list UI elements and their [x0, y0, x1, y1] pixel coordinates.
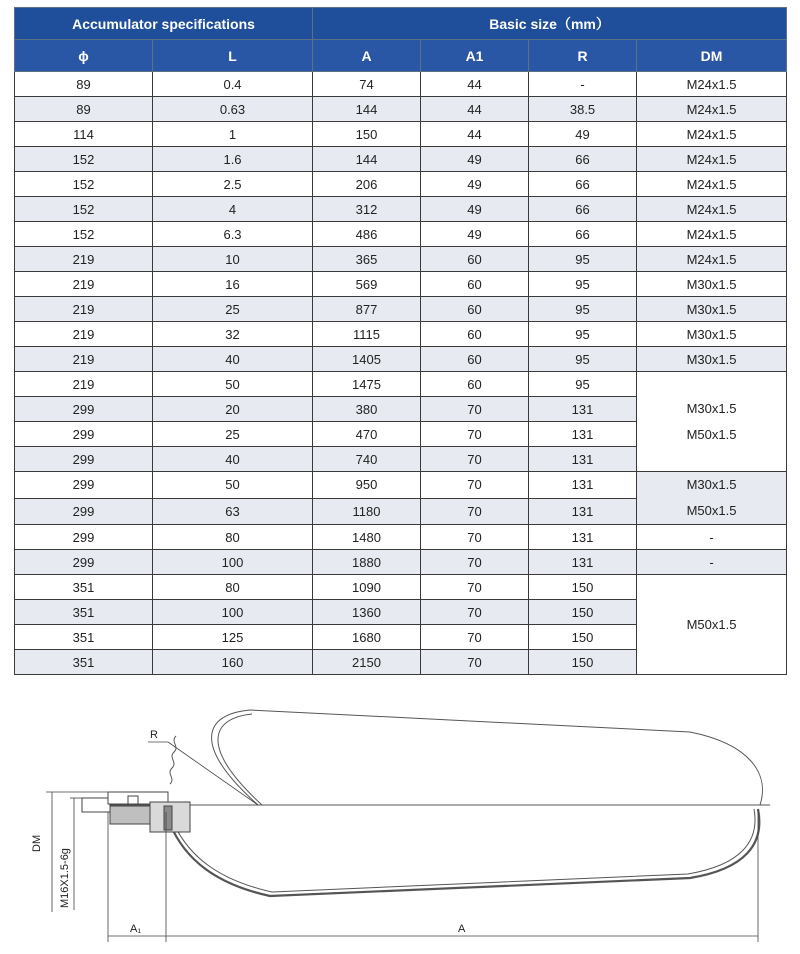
col-header-dm: DM: [637, 40, 787, 72]
table-cell: 32: [153, 322, 313, 347]
table-row: [15, 172, 787, 197]
table-cell: 1: [153, 122, 313, 147]
table-cell: 70: [421, 575, 529, 600]
table-cell: -: [529, 72, 637, 97]
table-cell: 470: [313, 422, 421, 447]
table-cell: 63: [153, 498, 313, 525]
header-basic-size: Basic size（mm）: [313, 8, 787, 40]
col-header-a: A: [313, 40, 421, 72]
table-cell: 144: [313, 147, 421, 172]
table-row: [15, 122, 787, 147]
table-cell: 74: [313, 72, 421, 97]
table-cell: 25: [153, 422, 313, 447]
table-cell: 1360: [313, 600, 421, 625]
table-row: [15, 472, 787, 499]
table-cell: 60: [421, 372, 529, 397]
table-cell: 150: [313, 122, 421, 147]
table-cell: 152: [15, 222, 153, 247]
table-cell-dm: -: [637, 550, 787, 575]
table-cell: 1680: [313, 625, 421, 650]
table-cell: 49: [421, 197, 529, 222]
table-cell: 206: [313, 172, 421, 197]
col-header-phi: ϕ: [15, 40, 153, 72]
table-cell: 95: [529, 322, 637, 347]
table-cell: 70: [421, 600, 529, 625]
table-cell: 152: [15, 197, 153, 222]
table-cell: 152: [15, 172, 153, 197]
table-cell: 740: [313, 447, 421, 472]
table-cell: 38.5: [529, 97, 637, 122]
col-header-r: R: [529, 40, 637, 72]
table-cell: 569: [313, 272, 421, 297]
table-cell: 219: [15, 272, 153, 297]
table-cell: 0.4: [153, 72, 313, 97]
dm-value: M50x1.5: [686, 503, 737, 518]
table-cell: 20: [153, 397, 313, 422]
dm-value: M30x1.5: [686, 400, 737, 416]
table-row: [15, 525, 787, 550]
dm-merged-cell: [637, 372, 787, 472]
table-cell: 70: [421, 397, 529, 422]
table-cell: 1.6: [153, 147, 313, 172]
table-cell: 1480: [313, 525, 421, 550]
table-cell: 95: [529, 347, 637, 372]
table-cell: 299: [15, 447, 153, 472]
dimension-lines: [46, 742, 758, 942]
table-row: [15, 197, 787, 222]
table-cell: 351: [15, 600, 153, 625]
table-cell: 66: [529, 222, 637, 247]
label-dm: DM: [31, 834, 43, 852]
table-cell: 312: [313, 197, 421, 222]
table-cell: 1115: [313, 322, 421, 347]
table-cell: 44: [421, 72, 529, 97]
table-cell: 219: [15, 322, 153, 347]
table-row: [15, 147, 787, 172]
valve-assembly: [82, 792, 190, 832]
table-cell: 70: [421, 525, 529, 550]
table-cell: 160: [153, 650, 313, 675]
label-a: A: [458, 923, 466, 935]
accumulator-drawing: [0, 684, 800, 954]
label-thread: M16X1.5-6g: [59, 848, 71, 908]
table-row: [15, 575, 787, 600]
table-cell: 144: [313, 97, 421, 122]
table-cell-dm: M30x1.5: [637, 272, 787, 297]
table-cell: 351: [15, 625, 153, 650]
table-cell: 70: [421, 447, 529, 472]
table-cell-dm: M24x1.5: [637, 72, 787, 97]
table-cell: 6.3: [153, 222, 313, 247]
table-cell: 365: [313, 247, 421, 272]
table-cell: 4: [153, 197, 313, 222]
table-cell: 125: [153, 625, 313, 650]
table-cell: 50: [153, 472, 313, 499]
table-cell-dm: M30x1.5: [637, 322, 787, 347]
table-cell: 299: [15, 472, 153, 499]
table-cell-dm: M24x1.5: [637, 97, 787, 122]
table-cell: 299: [15, 550, 153, 575]
table-cell: 1090: [313, 575, 421, 600]
col-header-a1: A1: [421, 40, 529, 72]
table-cell: 0.63: [153, 97, 313, 122]
table-cell: 60: [421, 272, 529, 297]
table-cell: 95: [529, 272, 637, 297]
table-cell: 100: [153, 550, 313, 575]
table-cell: 100: [153, 600, 313, 625]
table-cell: 66: [529, 172, 637, 197]
table-cell: 70: [421, 650, 529, 675]
table-cell: 16: [153, 272, 313, 297]
table-cell: 95: [529, 297, 637, 322]
table-cell: 152: [15, 147, 153, 172]
header-accumulator-specs: Accumulator specifications: [15, 8, 313, 40]
table-cell: 131: [529, 498, 637, 525]
table-cell: 10: [153, 247, 313, 272]
table-cell: 299: [15, 498, 153, 525]
table-row: [15, 97, 787, 122]
table-cell: 150: [529, 625, 637, 650]
table-cell: 131: [529, 422, 637, 447]
table-cell: 60: [421, 247, 529, 272]
table-cell: 486: [313, 222, 421, 247]
table-cell: 66: [529, 147, 637, 172]
label-a1: A₁: [130, 923, 142, 935]
dm-merged-cell: [637, 575, 787, 675]
table-cell-dm: M24x1.5: [637, 172, 787, 197]
table-cell: 1475: [313, 372, 421, 397]
table-row: [15, 322, 787, 347]
table-row: [15, 247, 787, 272]
table-cell: 877: [313, 297, 421, 322]
table-cell: 80: [153, 525, 313, 550]
table-cell-dm: M24x1.5: [637, 122, 787, 147]
table-cell: 2.5: [153, 172, 313, 197]
dm-value: M50x1.5: [686, 426, 737, 442]
table-cell: 299: [15, 422, 153, 447]
table-row: [15, 222, 787, 247]
table-cell: 60: [421, 322, 529, 347]
table-cell: 131: [529, 472, 637, 499]
table-row: [15, 297, 787, 322]
table-cell: 380: [313, 397, 421, 422]
dm-value: M50x1.5: [686, 616, 737, 632]
table-row: [15, 347, 787, 372]
table-cell: 70: [421, 422, 529, 447]
shell-outline: [100, 710, 770, 896]
table-cell: 49: [529, 122, 637, 147]
table-cell: 150: [529, 575, 637, 600]
table-cell: 1180: [313, 498, 421, 525]
table-cell: 49: [421, 147, 529, 172]
table-cell: 150: [529, 600, 637, 625]
table-cell: 49: [421, 222, 529, 247]
table-cell: 95: [529, 247, 637, 272]
table-cell: 131: [529, 550, 637, 575]
table-cell: 66: [529, 197, 637, 222]
table-cell: 131: [529, 397, 637, 422]
table-cell: 44: [421, 122, 529, 147]
table-cell: 44: [421, 97, 529, 122]
dm-merged-cell: [637, 472, 787, 525]
table-row: [15, 72, 787, 97]
table-cell-dm: M24x1.5: [637, 222, 787, 247]
table-cell: 2150: [313, 650, 421, 675]
table-cell: 150: [529, 650, 637, 675]
table-cell: 299: [15, 397, 153, 422]
table-cell: 70: [421, 498, 529, 525]
table-row: [15, 372, 787, 397]
table-cell: 131: [529, 447, 637, 472]
table-cell: 95: [529, 372, 637, 397]
table-cell-dm: -: [637, 525, 787, 550]
table-row: [15, 272, 787, 297]
table-cell: 131: [529, 525, 637, 550]
table-cell-dm: M30x1.5: [637, 297, 787, 322]
col-header-l: L: [153, 40, 313, 72]
table-cell: 219: [15, 347, 153, 372]
table-cell: 219: [15, 297, 153, 322]
table-cell: 49: [421, 172, 529, 197]
table-cell: 50: [153, 372, 313, 397]
table-cell-dm: M24x1.5: [637, 147, 787, 172]
accumulator-spec-table: [14, 7, 787, 675]
table-cell: 950: [313, 472, 421, 499]
label-r: R: [150, 729, 158, 741]
dm-value: M30x1.5: [686, 477, 737, 492]
table-cell: 25: [153, 297, 313, 322]
table-row: [15, 550, 787, 575]
table-cell-dm: M30x1.5: [637, 347, 787, 372]
table-cell: 1405: [313, 347, 421, 372]
table-cell-dm: M24x1.5: [637, 197, 787, 222]
table-cell: 89: [15, 72, 153, 97]
table-cell: 70: [421, 625, 529, 650]
table-cell: 351: [15, 575, 153, 600]
table-cell: 60: [421, 347, 529, 372]
table-cell: 299: [15, 525, 153, 550]
table-cell: 80: [153, 575, 313, 600]
table-cell: 114: [15, 122, 153, 147]
table-cell: 70: [421, 472, 529, 499]
table-cell: 89: [15, 97, 153, 122]
table-cell-dm: M24x1.5: [637, 247, 787, 272]
table-cell: 1880: [313, 550, 421, 575]
table-cell: 70: [421, 550, 529, 575]
table-cell: 40: [153, 447, 313, 472]
table-cell: 351: [15, 650, 153, 675]
table-cell: 40: [153, 347, 313, 372]
table-cell: 219: [15, 247, 153, 272]
table-cell: 60: [421, 297, 529, 322]
table-cell: 219: [15, 372, 153, 397]
table-body: [15, 72, 787, 675]
